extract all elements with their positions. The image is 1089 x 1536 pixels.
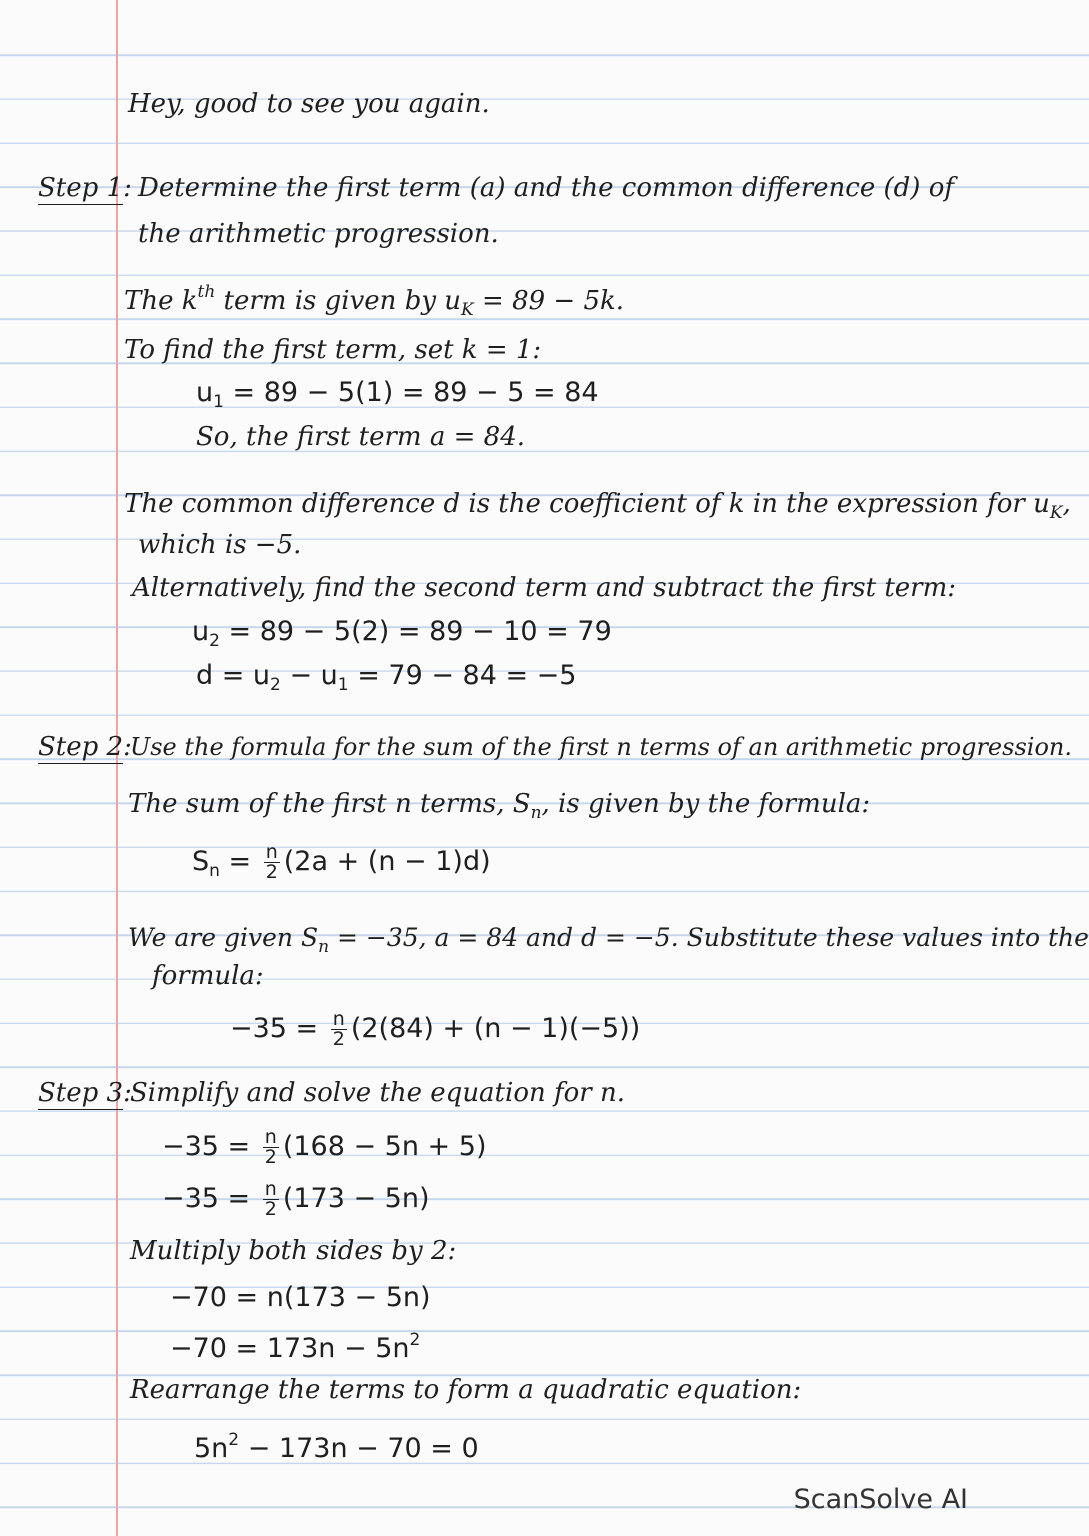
d-equation: $d = u_2 - u_1 = 79 - 84 = -5$ [196, 660, 577, 695]
step1-label: Step 1: [38, 173, 132, 203]
formula-word: formula: [152, 961, 264, 991]
sum-intro-line: The sum of the first n terms, $S_n$, is given by the formula: [128, 789, 871, 823]
greeting: Hey, good to see you again. [128, 89, 490, 119]
given-line: We are given $S_n = -35$, a = 84 and d = −5. Substitute these values into the [128, 923, 1089, 957]
which-line: which is −5. [138, 530, 302, 560]
equation-4: $-70 = 173n - 5n^2$ [170, 1330, 421, 1364]
equation-3: −70 = n(173 − 5n) [170, 1282, 431, 1313]
substituted-equation: −35 = $\frac{n}{2}$ (2(84) + (n − 1)(−5)) [230, 1008, 641, 1050]
margin-line [116, 0, 118, 1536]
multiply-line: Multiply both sides by 2: [130, 1236, 457, 1266]
set-k-line: To find the first term, set k = 1: [124, 335, 542, 365]
step1-heading-line2: the arithmetic progression. [138, 219, 499, 249]
sum-formula: $S_n$ = $\frac{n}{2}$ (2a + (n − 1)d) [192, 841, 491, 883]
step2-heading: Use the formula for the sum of the first n terms of an arithmetic progression. [130, 733, 1072, 761]
rearrange-line: Rearrange the terms to form a quadratic equation: [130, 1375, 802, 1405]
u1-equation: $u_1 = 89 - 5(1) = 89 - 5 = 84$ [196, 377, 599, 412]
first-term-line: So, the first term a = 84. [196, 422, 526, 452]
kth-term-line: The $k^{th}$ term is given by $u_K = 89 - 5k$. [124, 282, 625, 320]
step2-label: Step 2: [38, 732, 132, 762]
common-difference-line: The common difference d is the coefficient of k in the expression for $u_K$, [124, 489, 1071, 523]
brand-watermark: ScanSolve AI [793, 1484, 968, 1515]
step1-heading-line1: Determine the first term (a) and the common difference (d) of [138, 173, 954, 203]
equation-1: −35 = $\frac{n}{2}$ (168 − 5n + 5) [162, 1126, 487, 1168]
step3-label: Step 3: [38, 1078, 132, 1108]
u2-equation: $u_2 = 89 - 5(2) = 89 - 10 = 79$ [192, 616, 612, 651]
step3-heading: Simplify and solve the equation for n. [130, 1078, 625, 1108]
alternative-line: Alternatively, find the second term and subtract the first term: [132, 573, 957, 603]
quadratic-equation: $5n^2 - 173n - 70 = 0$ [194, 1430, 479, 1464]
equation-2: −35 = $\frac{n}{2}$ (173 − 5n) [162, 1178, 430, 1220]
